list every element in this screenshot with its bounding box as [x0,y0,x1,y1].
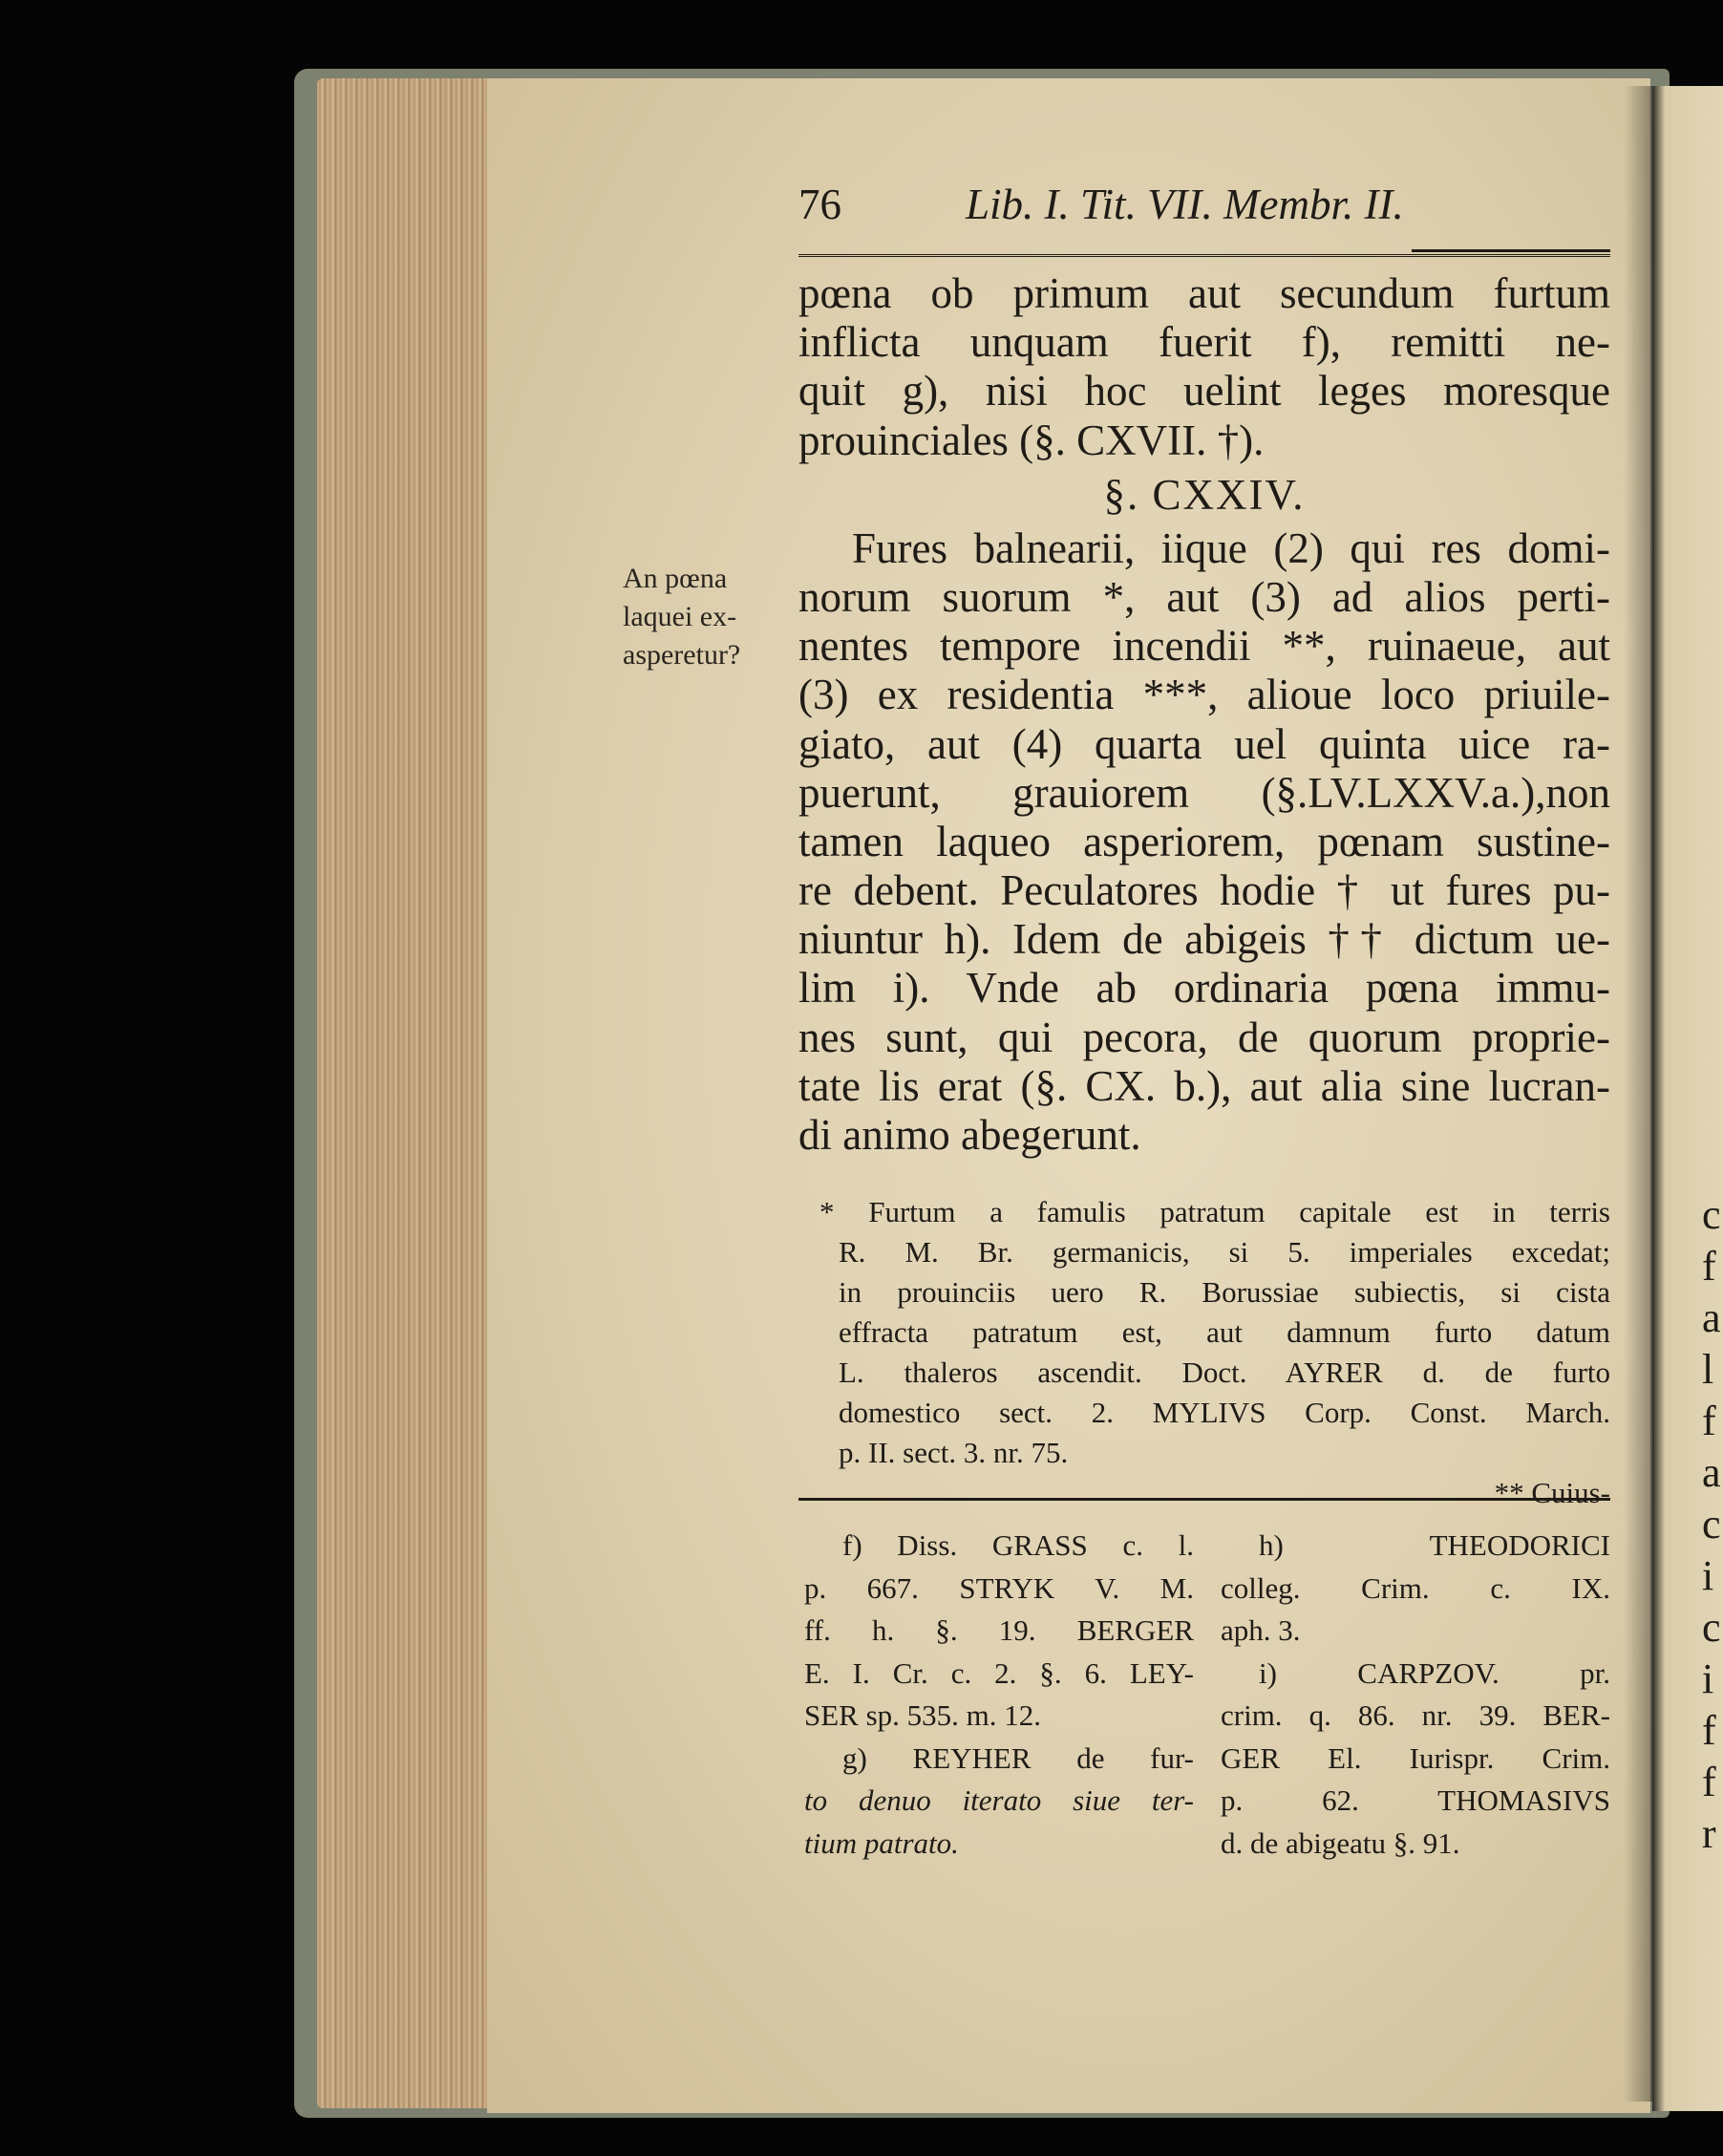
section-heading: §. CXXIV. [1103,470,1306,519]
text-line: tate lis erat (§. CX. b.), aut alia sine lucran- [798,1061,1610,1110]
text-line: norum suorum *, aut (3) ad alios perti- [798,572,1610,621]
footnote-line: domestico sect. 2. MYLIVS Corp. Const. March. [839,1396,1610,1429]
facing-page-letters [1702,1189,1723,1860]
footnote-line: effracta patratum est, aut damnum furto datum [839,1315,1610,1349]
gutter-shadow [1624,86,1652,2102]
facing-letter: i [1702,1655,1714,1702]
footnote-line: f) Diss. GRASS c. l. [842,1528,1194,1562]
text-line: pœna ob primum aut secundum furtum [798,269,1610,317]
text-line: giato, aut (4) quarta uel quinta uice ra- [798,719,1610,768]
text-line: lim i). Vnde ab ordinaria pœna immu- [798,964,1610,1013]
footnote-line: h) THEODORICI [1259,1528,1610,1562]
facing-letter: c [1702,1604,1721,1651]
facing-letter: f [1702,1759,1716,1805]
facing-letter: a [1702,1449,1721,1496]
footnote-line: to denuo iterato siue ter- [804,1783,1194,1817]
text-line: puerunt, grauiorem (§.LV.LXXV.a.),non [798,768,1610,817]
page-number: 76 [798,181,841,228]
text-line: re debent. Peculatores hodie † ut fures pu- [798,866,1610,915]
facing-letter: a [1702,1294,1721,1341]
footnote-line: d. de abigeatu §. 91. [1221,1825,1460,1860]
text-line: niuntur h). Idem de abigeis †† dictum ue- [798,915,1610,964]
footnote-asterisk [798,1192,1610,1513]
facing-letter: c [1702,1501,1721,1548]
footnote-line: aph. 3. [1221,1613,1301,1647]
facing-letter: f [1702,1398,1716,1444]
catchword: ** Cuius- [1494,1476,1610,1509]
footnote-line: in prouinciis uero R. Borussiae subiectis, si cista [839,1275,1610,1309]
margin-note-line: An pœna [623,563,728,594]
footnote-line: p. 667. STRYK V. M. [804,1570,1194,1605]
footnote-line: tium patrato. [804,1825,959,1860]
footnote-rule [798,1498,1610,1501]
facing-letter: r [1702,1810,1716,1857]
margin-note [623,560,787,674]
facing-letter: c [1702,1191,1721,1238]
text-line: nes sunt, qui pecora, de quorum proprie- [798,1013,1610,1061]
footnote-line: E. I. Cr. c. 2. §. 6. LEY- [804,1655,1194,1690]
facing-letter: i [1702,1552,1714,1599]
text-line: (3) ex residentia ***, alioue loco priuile- [798,671,1610,719]
text-line: Fures balnearii, iique (2) qui res domi- [852,523,1610,572]
text-line: tamen laqueo asperiorem, pœnam sustine- [798,817,1610,865]
footnote-line: i) CARPZOV. pr. [1259,1655,1610,1690]
footnote-line: * Furtum a famulis patratum capitale est in terris [819,1195,1610,1228]
margin-note-line: laquei ex- [623,601,737,632]
facing-letter: f [1702,1707,1716,1754]
footnote-line: p. 62. THOMASIVS [1221,1783,1610,1817]
text-line: quit g), nisi hoc uelint leges moresque [798,367,1610,416]
margin-note-line: asperetur? [623,639,741,671]
footnotes-left-column [804,1525,1194,1865]
footnote-line: SER sp. 535. m. 12. [804,1698,1042,1732]
footnote-line: colleg. Crim. c. IX. [1221,1570,1610,1605]
text-line: prouinciales (§. CXVII. †). [798,416,1265,464]
text-line: inflicta unquam fuerit f), remitti ne- [798,318,1610,367]
page-header [798,180,1610,237]
footnote-line: GER El. Iurispr. Crim. [1221,1740,1610,1775]
main-text [798,269,1610,1160]
text-line: di animo abegerunt. [798,1111,1141,1159]
header-rule-right [1412,249,1610,255]
footnote-line: R. M. Br. germanicis, si 5. imperiales excedat; [839,1235,1610,1269]
footnote-line: ff. h. §. 19. BERGER [804,1613,1194,1647]
footnote-line: p. II. sect. 3. nr. 75. [839,1436,1069,1469]
footnote-line: crim. q. 86. nr. 39. BER- [1221,1698,1610,1732]
running-head: Lib. I. Tit. VII. Membr. II. [966,181,1404,228]
text-line: nentes tempore incendii **, ruinaeue, aut [798,622,1610,671]
footnotes-right-column [1221,1525,1610,1865]
footnote-line: g) REYHER de fur- [842,1740,1194,1775]
footnote-line: L. thaleros ascendit. Doct. AYRER d. de furto [839,1356,1610,1389]
facing-letter: f [1702,1243,1716,1290]
facing-letter: l [1702,1346,1714,1393]
page-stack-edge [317,78,499,2108]
